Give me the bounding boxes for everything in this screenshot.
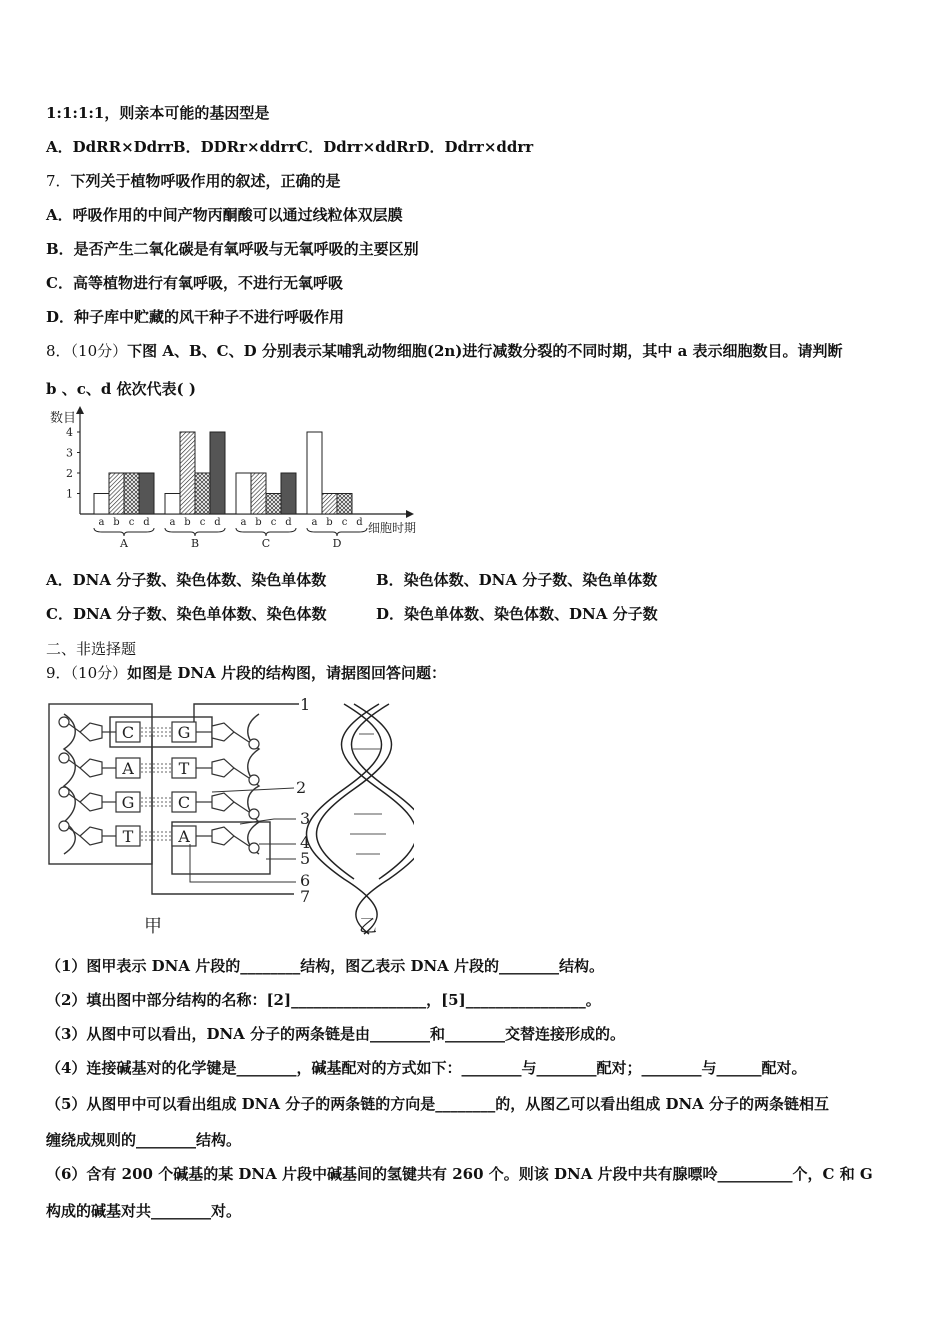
q8-option-b: B．染色体数、DNA 分子数、染色单体数 [376,571,658,589]
phosphate-left [59,787,69,797]
double-helix [307,704,415,934]
q7-number: 7． [46,172,71,190]
q8-stem-line [46,341,843,361]
callout-1-line [194,704,299,728]
q8-option-d: D．染色单体数、染色体数、DNA 分子数 [376,605,658,623]
bar-A-d [139,473,154,514]
deoxyribose-right [212,827,234,845]
bond [234,802,249,812]
bar-label: d [214,517,221,528]
phosphate-right [249,739,259,749]
x-axis-arrow [406,510,414,518]
deoxyribose-right [212,759,234,777]
bar-C-c [266,494,281,515]
phosphate-right [249,809,259,819]
q9-stem-line [46,663,446,683]
bar-B-d [210,432,225,514]
q7-option-d: D．种子库中贮藏的风干种子不进行呼吸作用 [46,308,345,326]
section-title: 二、非选择题 [46,640,137,658]
bar-label: a [240,517,247,528]
deoxyribose-left [80,759,102,777]
bar-label: d [356,517,363,528]
bar-label: d [285,517,292,528]
q9-sub2: （2）填出图中部分结构的名称：[2]__________________，[5]________________。 [46,991,601,1009]
bar-B-a [165,494,180,515]
phosphate-right [249,843,259,853]
q9-stem: 如图是 DNA 片段的结构图，请据图回答问题： [127,664,446,682]
q7-option-a: A．呼吸作用的中间产物丙酮酸可以通过线粒体双层膜 [46,206,403,224]
phosphate-right [249,775,259,785]
phosphate-left [59,753,69,763]
label-yi: 乙 [359,916,377,937]
x-axis-label: 细胞时期 [368,521,417,535]
bar-C-d [281,473,296,514]
category-label: A [120,537,128,548]
category-brace [307,528,367,536]
bar-C-a [236,473,251,514]
base-right-T: T [178,759,190,778]
dna-structure-figure [44,694,414,944]
bar-label: b [113,517,120,528]
bar-B-c [195,473,210,514]
base-right-G: G [177,723,191,742]
bar-label: c [270,517,277,528]
category-label: C [261,537,271,548]
callout-3: 3 [300,809,311,828]
base-left-G: G [121,793,135,812]
base-left-C: C [121,723,135,742]
q6-ratio-line: 1:1:1:1，则亲本可能的基因型是 [46,104,270,122]
q8-stem-cont: b 、c、d 依次代表( ) [46,380,196,398]
base-left-T: T [122,827,134,846]
bar-label: d [143,517,150,528]
base-right-C: C [177,793,191,812]
category-brace [165,528,225,536]
deoxyribose-right [212,793,234,811]
bar-A-c [124,473,139,514]
callout-5: 5 [300,849,311,868]
deoxyribose-left [80,827,102,845]
q7-stem-line [46,171,341,191]
bar-A-b [109,473,124,514]
category-label: D [332,537,342,548]
y-tick-label: 2 [66,467,73,480]
q9-sub3: （3）从图中可以看出，DNA 分子的两条链是由________和________交替连接形成的。 [46,1025,626,1043]
bar-C-b [251,473,266,514]
category-label: B [190,537,200,548]
deoxyribose-left [80,723,102,741]
bar-B-b [180,432,195,514]
category-brace [236,528,296,536]
bar-label: b [326,517,333,528]
bar-label: c [128,517,135,528]
q8-number: 8．（10分） [46,342,128,360]
q9-sub5: （5）从图甲中可以看出组成 DNA 分子的两条链的方向是________的，从图乙可以看出组成 DNA 分子的两条链相互 [46,1095,830,1113]
q9-sub1: （1）图甲表示 DNA 片段的________结构，图乙表示 DNA 片段的________结构。 [46,957,605,975]
bar-label: c [341,517,348,528]
q9-number: 9．（10分） [46,664,128,682]
bar-D-b [322,494,337,515]
q9-sub6-cont: 构成的碱基对共________对。 [46,1202,242,1220]
y-axis-label: 数目 [50,411,77,426]
q7-stem: 下列关于植物呼吸作用的叙述，正确的是 [70,172,341,190]
bar-label: a [98,517,105,528]
y-tick-label: 3 [66,446,73,460]
bar-label: c [199,517,206,528]
phosphate-left [59,821,69,831]
q8-bar-chart [44,404,444,548]
base-left-A: A [122,759,134,778]
q8-option-c: C．DNA 分子数、染色单体数、染色体数 [46,605,327,623]
y-tick-label: 4 [66,426,73,439]
bar-label: b [184,517,191,528]
y-axis-arrow [76,406,84,414]
callout-6: 6 [300,871,311,890]
label-jia: 甲 [144,916,162,937]
base-right-A: A [178,827,190,846]
category-brace [94,528,154,536]
bar-A-a [94,494,109,515]
bond [234,732,249,742]
callout-4: 4 [300,833,311,852]
bond [234,768,249,778]
bar-D-c [337,494,352,515]
bar-D-a [307,432,322,514]
q8-stem: 下图 A、B、C、D 分别表示某哺乳动物细胞(2n)进行减数分裂的不同时期，其中 a 表示细胞数目。请判断 [127,342,843,360]
phosphate-left [59,717,69,727]
q9-sub4: （4）连接碱基对的化学键是________，碱基配对的方式如下：________与________配对；________与______配对。 [46,1059,807,1077]
deoxyribose-right [212,723,234,741]
q8-option-a: A．DNA 分子数、染色体数、染色单体数 [46,571,327,589]
bond [234,836,249,846]
y-tick-label: 1 [66,487,73,501]
q6-options: A．DdRR×DdrrB．DDRr×ddrrC．Ddrr×ddRrD．Ddrr×ddrr [46,138,534,156]
callout-1: 1 [300,695,311,714]
q9-sub5-cont: 缠绕成规则的________结构。 [46,1131,242,1149]
q9-sub6: （6）含有 200 个碱基的某 DNA 片段中碱基间的氢键共有 260 个。则该 DNA 片段中共有腺嘌呤__________个，C 和 G [46,1165,873,1183]
callout-2: 2 [296,778,307,797]
bar-label: a [169,517,176,528]
q7-option-b: B．是否产生二氧化碳是有氧呼吸与无氧呼吸的主要区别 [46,240,419,258]
q7-option-c: C．高等植物进行有氧呼吸，不进行无氧呼吸 [46,274,343,292]
callout-7: 7 [300,887,311,906]
deoxyribose-left [80,793,102,811]
bar-label: a [311,517,318,528]
bar-label: b [255,517,262,528]
